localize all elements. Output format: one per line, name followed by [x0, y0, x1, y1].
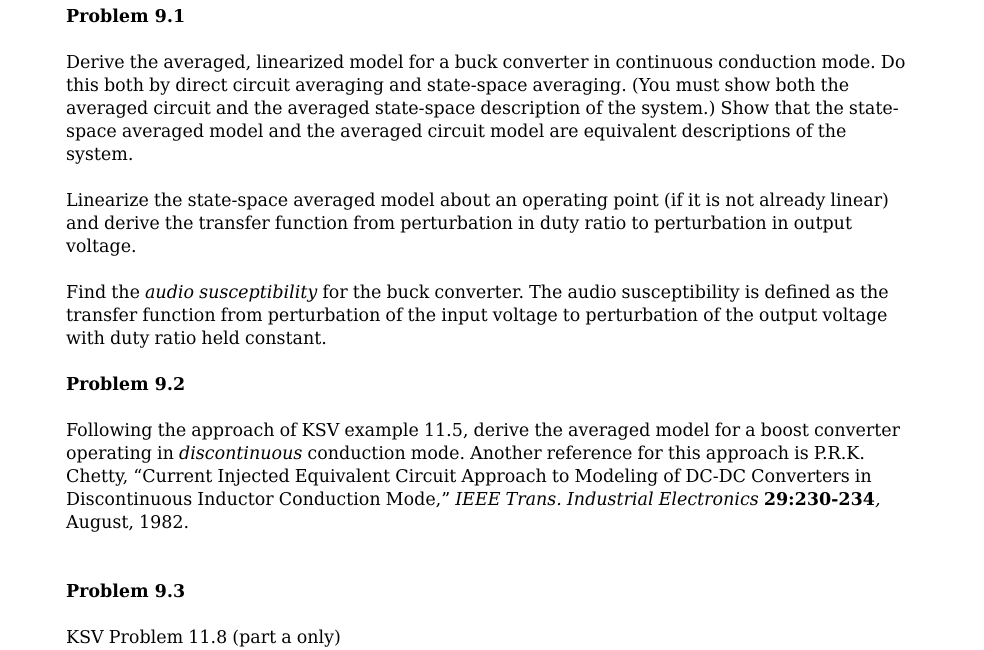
- problem-heading: Problem 9.2: [66, 375, 186, 395]
- problem-paragraph: KSV Problem 11.8 (part a only): [66, 628, 341, 648]
- paragraph-text: for the buck converter. The audio susceptibility is defined as the transfer function from perturbation of the input voltage to perturbation of the output voltage with duty ratio held constant.: [66, 283, 889, 349]
- italic-term: discontinuous: [179, 444, 303, 464]
- italic-term: audio susceptibility: [145, 283, 318, 303]
- journal-name: IEEE Trans. Industrial Electronics: [455, 490, 759, 510]
- problem-paragraph: Derive the averaged, linearized model for a buck converter in continuous conduction mode. Do this both by direct circuit averaging and state-space averaging. (You must show both the averaged circuit and the averaged state-space description of the system.) Show that the state-space averaged model and the averaged circuit model are equivalent descriptions of the system.: [66, 53, 906, 165]
- problem-9-1: [66, 6, 916, 351]
- problem-9-2: [66, 374, 916, 535]
- problem-set: [66, 6, 916, 650]
- paragraph-text: Following the approach of KSV example 11.5, derive the averaged model for a boost converter operating in: [66, 421, 900, 464]
- problem-paragraph: [66, 282, 916, 351]
- paragraph-text: Find the: [66, 283, 145, 303]
- problem-9-3: [66, 581, 916, 650]
- citation-comma: ,: [874, 490, 881, 510]
- problem-paragraph: [66, 420, 916, 535]
- problem-paragraph: Linearize the state-space averaged model about an operating point (if it is not already linear) and derive the transfer function from perturbation in duty ratio to perturbation in output voltage.: [66, 191, 889, 257]
- problem-heading: Problem 9.1: [66, 7, 186, 27]
- problem-heading: Problem 9.3: [66, 582, 186, 602]
- citation-date: August, 1982.: [66, 513, 190, 533]
- paragraph-text: conduction mode. Another reference for this approach is P.R.K. Chetty, “Current Injected Equivalent Circuit Approach to Modeling of DC-DC Converters in Discontinuous Inductor Conduction Mode,”: [66, 444, 872, 510]
- journal-volume: 29:230-234: [763, 490, 875, 510]
